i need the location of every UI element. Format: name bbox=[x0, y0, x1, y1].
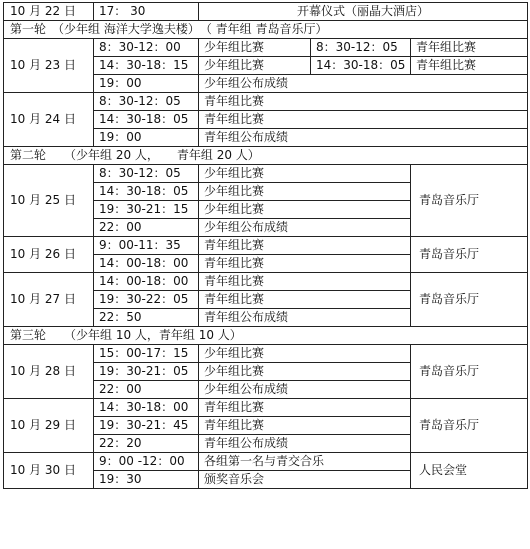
date-cell: 10 月 22 日 bbox=[4, 3, 94, 21]
time-cell: 22：00 bbox=[94, 219, 199, 237]
event-cell: 少年组比赛 bbox=[199, 201, 411, 219]
time-cell: 19：30-21：15 bbox=[94, 201, 199, 219]
time-cell: 8：30-12：05 bbox=[94, 93, 199, 111]
date-cell: 10 月 25 日 bbox=[4, 165, 94, 237]
event-cell: 青年组比赛 bbox=[199, 273, 411, 291]
time-cell: 14：30-18：00 bbox=[94, 399, 199, 417]
time-cell: 9：00 -12：00 bbox=[94, 453, 199, 471]
venue-cell: 青岛音乐厅 bbox=[411, 273, 528, 327]
event-cell: 各组第一名与青交合乐 bbox=[199, 453, 411, 471]
time-cell: 8：30-12：00 bbox=[94, 39, 199, 57]
schedule-row bbox=[4, 345, 528, 363]
date-cell: 10 月 30 日 bbox=[4, 453, 94, 489]
event-cell: 青年组比赛 bbox=[199, 255, 411, 273]
time-cell: 8：30-12：05 bbox=[94, 165, 199, 183]
time-cell: 17： 30 bbox=[94, 3, 199, 21]
event-cell: 少年组比赛 bbox=[199, 183, 411, 201]
round-header-row bbox=[4, 327, 528, 345]
time-cell: 14：00-18：00 bbox=[94, 255, 199, 273]
round-title: 第一轮 （少年组 海洋大学逸夫楼） （ 青年组 青岛音乐厅） bbox=[4, 21, 528, 39]
time-cell: 19：30 bbox=[94, 471, 199, 489]
venue-cell: 青岛音乐厅 bbox=[411, 237, 528, 273]
time-cell: 15：00-17：15 bbox=[94, 345, 199, 363]
event-cell: 青年组公布成绩 bbox=[199, 309, 411, 327]
date-cell: 10 月 26 日 bbox=[4, 237, 94, 273]
schedule-row bbox=[4, 165, 528, 183]
event-cell: 青年组比赛 bbox=[199, 237, 411, 255]
venue-cell: 青岛音乐厅 bbox=[411, 399, 528, 453]
event-cell: 少年组比赛 bbox=[199, 39, 311, 57]
event-cell: 少年组公布成绩 bbox=[199, 381, 411, 399]
event-cell: 颁奖音乐会 bbox=[199, 471, 411, 489]
time-cell: 14：30-18：05 bbox=[94, 111, 199, 129]
date-cell: 10 月 23 日 bbox=[4, 39, 94, 93]
time-cell: 22：00 bbox=[94, 381, 199, 399]
schedule-row bbox=[4, 453, 528, 471]
time-cell: 19：00 bbox=[94, 75, 199, 93]
time-cell: 19：30-21：05 bbox=[94, 363, 199, 381]
event-cell: 少年组公布成绩 bbox=[199, 75, 528, 93]
event-cell: 青年组比赛 bbox=[199, 93, 528, 111]
event-cell: 少年组比赛 bbox=[199, 345, 411, 363]
opening-row bbox=[4, 3, 528, 21]
schedule-body bbox=[4, 3, 528, 489]
date-cell: 10 月 29 日 bbox=[4, 399, 94, 453]
time-cell: 14：30-18：05 bbox=[94, 183, 199, 201]
event-cell: 青年组公布成绩 bbox=[199, 129, 528, 147]
event-cell: 青年组比赛 bbox=[199, 111, 528, 129]
event-cell: 青年组比赛 bbox=[411, 57, 528, 75]
time-cell: 8：30-12：05 bbox=[311, 39, 411, 57]
time-cell: 19：30-21：45 bbox=[94, 417, 199, 435]
time-cell: 14：30-18：15 bbox=[94, 57, 199, 75]
time-cell: 9：00-11：35 bbox=[94, 237, 199, 255]
schedule-row bbox=[4, 237, 528, 255]
event-cell: 少年组公布成绩 bbox=[199, 219, 411, 237]
schedule-row bbox=[4, 93, 528, 111]
venue-cell: 青岛音乐厅 bbox=[411, 345, 528, 399]
round-title: 第三轮 （少年组 10 人，青年组 10 人） bbox=[4, 327, 528, 345]
date-cell: 10 月 28 日 bbox=[4, 345, 94, 399]
event-cell: 少年组比赛 bbox=[199, 165, 411, 183]
round-title: 第二轮 （少年组 20 人， 青年组 20 人） bbox=[4, 147, 528, 165]
time-cell: 14：00-18：00 bbox=[94, 273, 199, 291]
schedule-table bbox=[3, 2, 528, 489]
time-cell: 14：30-18：05 bbox=[311, 57, 411, 75]
schedule-row bbox=[4, 273, 528, 291]
time-cell: 19：00 bbox=[94, 129, 199, 147]
date-cell: 10 月 27 日 bbox=[4, 273, 94, 327]
event-cell: 青年组比赛 bbox=[199, 291, 411, 309]
time-cell: 19：30-22：05 bbox=[94, 291, 199, 309]
event-cell: 青年组比赛 bbox=[411, 39, 528, 57]
event-cell: 少年组比赛 bbox=[199, 57, 311, 75]
opening-event-cell: 开幕仪式（丽晶大酒店） bbox=[199, 3, 528, 21]
event-cell: 青年组公布成绩 bbox=[199, 435, 411, 453]
time-cell: 22：20 bbox=[94, 435, 199, 453]
event-cell: 少年组比赛 bbox=[199, 363, 411, 381]
date-cell: 10 月 24 日 bbox=[4, 93, 94, 147]
event-cell: 青年组比赛 bbox=[199, 417, 411, 435]
venue-cell: 青岛音乐厅 bbox=[411, 165, 528, 237]
schedule-row bbox=[4, 39, 528, 57]
round-header-row bbox=[4, 21, 528, 39]
event-cell: 青年组比赛 bbox=[199, 399, 411, 417]
schedule-row bbox=[4, 399, 528, 417]
time-cell: 22：50 bbox=[94, 309, 199, 327]
venue-cell: 人民会堂 bbox=[411, 453, 528, 489]
round-header-row bbox=[4, 147, 528, 165]
